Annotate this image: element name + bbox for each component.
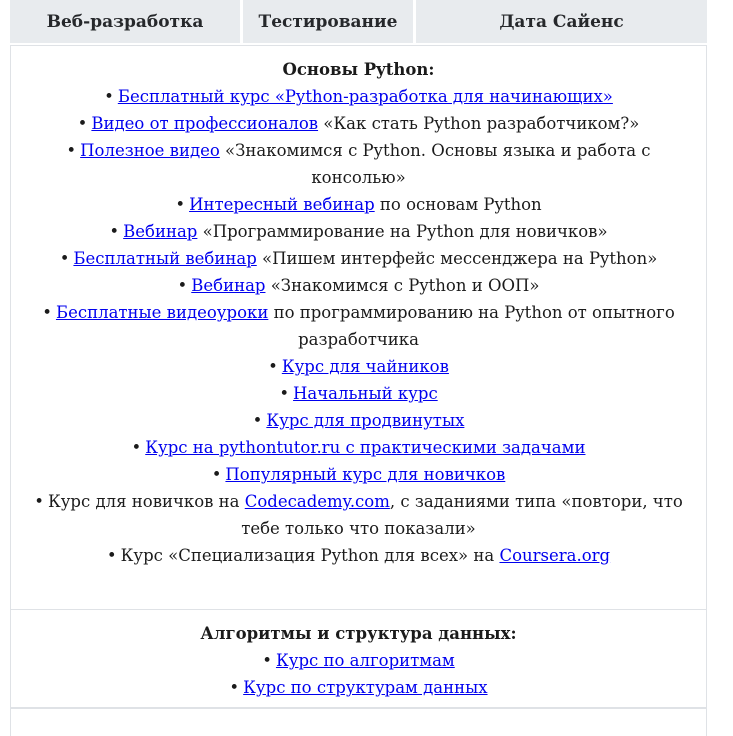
bullet-icon: •	[252, 411, 263, 430]
course-link[interactable]: Codecademy.com	[244, 492, 390, 511]
item-text-after: , с заданиями типа «повтори, что тебе только что показали»	[241, 492, 683, 538]
item-text-before: Курс «Специализация Python для всех» на	[120, 546, 500, 565]
list-item	[24, 137, 693, 191]
bullet-icon: •	[59, 249, 70, 268]
bullet-icon: •	[104, 87, 114, 106]
bullet-icon: •	[109, 222, 120, 241]
item-text-after: «Как стать Python разработчиком?»	[318, 114, 640, 133]
course-link[interactable]: Курс для чайников	[281, 357, 449, 376]
bullet-icon: •	[42, 303, 52, 322]
course-link[interactable]: Coursera.org	[499, 546, 611, 565]
list-item	[24, 434, 693, 461]
bullet-icon: •	[131, 438, 142, 457]
item-text-after: «Программирование на Python для новичков»	[197, 222, 608, 241]
list-item	[24, 461, 693, 488]
list-item	[24, 299, 693, 353]
page	[10, 0, 707, 736]
list-item	[24, 272, 693, 299]
item-text-after: «Знакомимся с Python и ООП»	[265, 276, 540, 295]
bullet-icon: •	[279, 384, 290, 403]
list-item	[24, 674, 693, 701]
list-item	[24, 488, 693, 542]
list-item	[24, 110, 693, 137]
item-text-before: Курс для новичков на	[47, 492, 245, 511]
section-heading: Основы Python:	[282, 60, 435, 79]
course-link[interactable]: Бесплатный вебинар	[73, 249, 257, 268]
bullet-icon: •	[229, 678, 240, 697]
course-link[interactable]: Полезное видео	[80, 141, 220, 160]
course-list	[24, 647, 693, 701]
bullet-icon: •	[177, 276, 188, 295]
list-item	[24, 83, 693, 110]
item-text-after: по программированию на Python от опытного разработчика	[268, 303, 675, 349]
item-text-after: «Знакомимся с Python. Основы языка и работа с консолью»	[219, 141, 651, 187]
tab-bar	[10, 0, 707, 43]
section-heading: Алгоритмы и структура данных:	[200, 624, 517, 643]
bullet-icon: •	[268, 357, 278, 376]
course-link[interactable]: Видео от профессионалов	[91, 114, 319, 133]
bullet-icon: •	[66, 141, 77, 160]
tab-2[interactable]: Тестирование	[243, 0, 413, 43]
list-item	[24, 542, 693, 569]
list-item	[24, 353, 693, 380]
course-list	[24, 83, 693, 569]
course-link[interactable]: Начальный курс	[293, 384, 438, 403]
list-item	[24, 218, 693, 245]
course-link[interactable]: Курс по алгоритмам	[275, 651, 455, 670]
course-link[interactable]: Вебинар	[123, 222, 198, 241]
tab-1[interactable]: Веб-разработка	[10, 0, 240, 43]
section-panel	[10, 609, 707, 708]
course-link[interactable]: Курс по структурам данных	[243, 678, 488, 697]
bullet-icon: •	[211, 465, 222, 484]
bullet-icon: •	[262, 651, 272, 670]
course-link[interactable]: Курс на pythontutor.ru с практическими задачами	[145, 438, 586, 457]
course-link[interactable]: Интересный вебинар	[189, 195, 375, 214]
course-link[interactable]: Бесплатные видеоуроки	[55, 303, 269, 322]
bullet-icon: •	[175, 195, 186, 214]
next-panel-stub	[10, 708, 707, 736]
course-link[interactable]: Вебинар	[191, 276, 266, 295]
course-link[interactable]: Бесплатный курс «Python-разработка для начинающих»	[117, 87, 613, 106]
item-text-after: по основам Python	[374, 195, 542, 214]
bullet-icon: •	[106, 546, 117, 565]
item-text-after: «Пишем интерфейс мессенджера на Python»	[256, 249, 658, 268]
course-sections	[10, 45, 707, 708]
section-panel	[10, 45, 707, 610]
tab-3[interactable]: Дата Сайенс	[416, 0, 707, 43]
course-link[interactable]: Популярный курс для новичков	[225, 465, 506, 484]
list-item	[24, 407, 693, 434]
list-item	[24, 245, 693, 272]
bullet-icon: •	[34, 492, 44, 511]
list-item	[24, 380, 693, 407]
bullet-icon: •	[77, 114, 88, 133]
list-item	[24, 191, 693, 218]
course-link[interactable]: Курс для продвинутых	[266, 411, 465, 430]
